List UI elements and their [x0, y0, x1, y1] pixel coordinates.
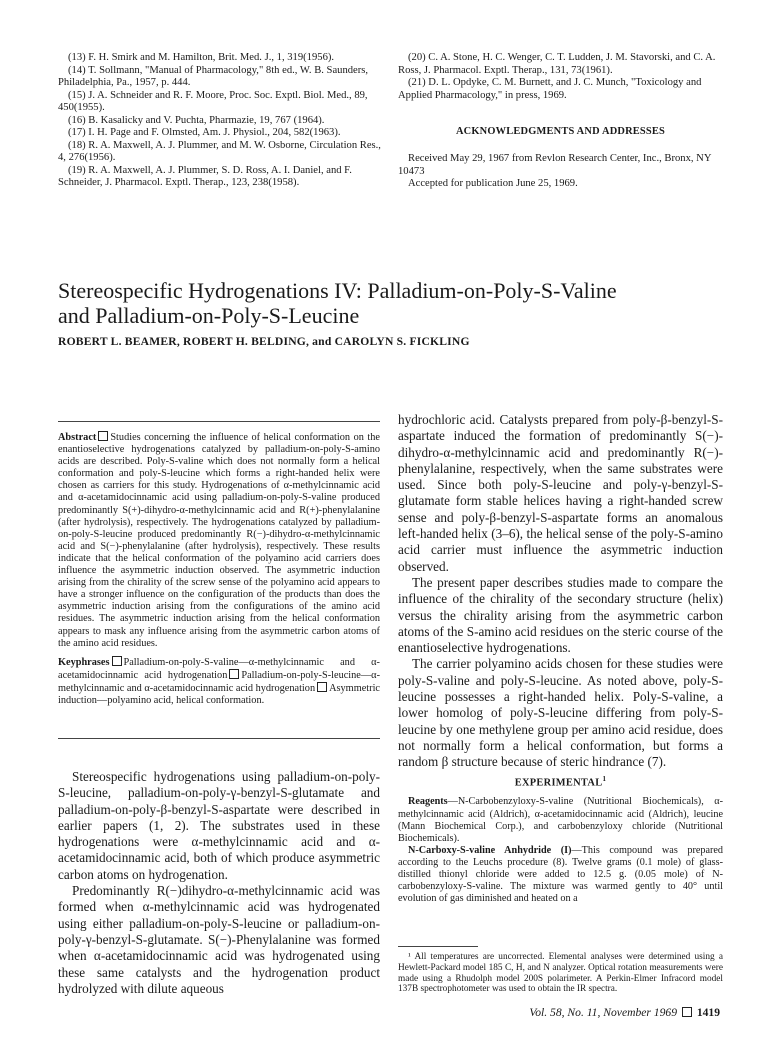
anhydride-paragraph: N-Carboxy-S-valine Anhydride (I)—This compound was prepared according to the Leuchs procedure (8). Twelve grams (0.1 mole) of glass-distilled thionyl chloride were added to 12.5 g. (0.05 mole) of N-carbobenzyloxy-S-valine. The mixture was warmed gently to 40° until evolution of gas diminished and heated on a	[398, 844, 723, 905]
acknowledgments-heading: ACKNOWLEDGMENTS AND ADDRESSES	[455, 126, 666, 137]
acknowledgments-section	[398, 126, 723, 191]
anhydride-label: N-Carboxy-S-valine Anhydride (I)	[408, 844, 572, 856]
accepted-line: Accepted for publication June 25, 1969.	[408, 178, 578, 189]
reference-item: (14) T. Sollmann, "Manual of Pharmacology," 8th ed., W. B. Saunders, Philadelphia, Pa., 1957, p. 444.	[58, 64, 369, 88]
box-icon	[229, 669, 239, 679]
article-title	[58, 278, 738, 328]
right-body	[398, 412, 723, 771]
experimental-section	[398, 775, 723, 905]
journal-info: Vol. 58, No. 11, November 1969	[529, 1006, 677, 1019]
reagents-paragraph: Reagents—N-Carbobenzyloxy-S-valine (Nutritional Biochemicals), α-methylcinnamic acid (Aldrich), α-acetamidocinnamic acid (Aldrich), leucine (Mann Biochemical Corp.), and carbobenzyloxy chloride (Nutritional Biochemicals).	[398, 796, 723, 844]
keyphrases-label: Keyphrases	[58, 656, 110, 668]
abstract-label: Abstract	[58, 432, 97, 443]
reference-item: (20) C. A. Stone, H. C. Wenger, C. T. Ludden, J. M. Stavorski, and C. A. Ross, J. Pharmacol. Exptl. Therap., 131, 73(1961).	[398, 52, 716, 76]
reference-item: (17) I. H. Page and F. Olmsted, Am. J. Physiol., 204, 582(1963).	[68, 127, 341, 138]
box-icon	[317, 682, 327, 692]
page-number: 1419	[696, 1006, 720, 1019]
keyphrase-item: Palladium-on-poly-S-leucine—α-methylcinnamic and α-acetamidocinnamic acid hydrogenation	[58, 669, 380, 694]
title-line-1: Stereospecific Hydrogenations IV: Palladium-on-Poly-S-Valine	[58, 278, 617, 303]
abstract-text: Studies concerning the influence of helical conformation on the enantioselective hydrogenations catalyzed by palladium-on-poly-S-amino acids are described. Poly-S-valine which does not normally form a helical conformation and poly-S-leucine which forms a right-handed helix were chosen as carriers for this study. Hydrogenations of α-methylcinnamic acid and α-acetamidocinnamic acid using palladium-on-poly-S-valine produced predominantly S(+)-dihydro-α-methylcinnamic acid and R(+)-phenylalanine (after hydrolysis), respectively. The hydrogenations catalyzed by palladium-on-poly-S-leucine produced predominantly R(−)-dihydro-α-methylcinnamic acid and S(−)-phenylalanine (after hydrolysis), respectively. These results indicate that the helical conformation of the polyamino acid carriers does influence the asymmetric induction observed. The asymmetric induction arising from the chirality of the screw sense of the polyamino acid appears to have a stronger influence on the configuration of the products than does the asymmetric induction arising from the configurations of the amino acid residues. The asymmetric induction arising from the helical conformation appears to mask any influence arising from the asymmetric carbon atoms of the amino acid residues.	[58, 432, 380, 649]
title-line-2: and Palladium-on-Poly-S-Leucine	[58, 303, 360, 328]
reference-item: (13) F. H. Smirk and M. Hamilton, Brit. Med. J., 1, 319(1956).	[68, 52, 335, 63]
box-icon	[112, 656, 122, 666]
article-authors: ROBERT L. BEAMER, ROBERT H. BELDING, and CAROLYN S. FICKLING	[58, 335, 470, 348]
box-icon	[682, 1007, 692, 1017]
reference-item: (19) R. A. Maxwell, A. J. Plummer, S. D. Ross, A. I. Daniel, and F. Schneider, J. Pharmacol. Exptl. Therap., 123, 238(1958).	[58, 164, 352, 188]
footnote: ¹ All temperatures are uncorrected. Elemental analyses were determined using a Hewlett-Packard model 185 C, H, and N analyzer. Optical rotation measurements were made using a Rhudolph model 200S polarimeter. A Perkin-Elmer Infracord model 137B spectrophotometer was used to obtain the IR spectra.	[398, 952, 723, 995]
abstract-block	[58, 431, 380, 707]
experimental-heading: EXPERIMENTAL$^1$	[514, 775, 607, 789]
abstract-bottom-rule	[58, 738, 380, 739]
footnote-rule	[398, 946, 478, 947]
page-footer	[529, 1006, 720, 1019]
abstract-top-rule	[58, 421, 380, 422]
left-body	[58, 769, 380, 997]
keyphrase-item: Asymmetric induction—polyamino acid, helical conformation.	[58, 682, 380, 706]
body-paragraph: The carrier polyamino acids chosen for these studies were poly-S-valine and poly-S-leucine. As noted above, poly-S-leucine possesses a right-handed helix. Poly-S-valine, a lower homolog of poly-S-leucine differing from poly-S-leucine by one methylene group per amino acid residue, does not normally form a helical conformation, but forms a random β structure because of steric hindrance (7).	[398, 656, 723, 770]
references-right	[398, 52, 723, 102]
reagents-label: Reagents	[408, 796, 448, 808]
body-paragraph: hydrochloric acid. Catalysts prepared from poly-β-benzyl-S-aspartate induced the formation of predominantly S(−)-dihydro-α-methylcinnamic acid and predominantly R(−)-phenylalanine, respectively, when the same substrates were used. Since both poly-S-leucine and poly-γ-benzyl-S-glutamate form stable helices having a right-handed screw sense and poly-β-benzyl-S-aspartate forms an anomalous left-handed helix (3–6), the helical sense of the poly-S-amino acid carrier must influence the asymmetric induction observed.	[398, 412, 723, 574]
reference-item: (18) R. A. Maxwell, A. J. Plummer, and M. W. Osborne, Circulation Res., 4, 276(1956).	[58, 139, 381, 163]
box-icon	[98, 431, 108, 441]
reference-item: (15) J. A. Schneider and R. F. Moore, Proc. Soc. Exptl. Biol. Med., 89, 450(1955).	[58, 89, 368, 113]
keyphrase-item: Palladium-on-poly-S-valine—α-methylcinnamic and α-acetamidocinnamic acid hydrogenation	[58, 656, 380, 681]
body-paragraph: Stereospecific hydrogenations using palladium-on-poly-S-leucine, palladium-on-poly-γ-benzyl-S-glutamate and palladium-on-poly-β-benzyl-S-aspartate were described in earlier papers (1, 2). The substrates used in these hydrogenations were α-methylcinnamic acid and α-acetamidocinnamic acid, both of which produce asymmetric carbon atoms on hydrogenation.	[58, 769, 380, 882]
received-line: Received May 29, 1967 from Revlon Research Center, Inc., Bronx, NY 10473	[398, 153, 712, 177]
reference-item: (16) B. Kasalicky and V. Puchta, Pharmazie, 19, 767 (1964).	[68, 114, 325, 126]
reference-item: (21) D. L. Opdyke, C. M. Burnett, and J. C. Munch, "Toxicology and Applied Pharmacology," in press, 1969.	[398, 77, 702, 101]
references-left	[58, 52, 388, 190]
body-paragraph: Predominantly R(−)dihydro-α-methylcinnamic acid was formed when α-methylcinnamic acid was hydrogenated using either palladium-on-poly-S-leucine or palladium-on-poly-γ-benzyl-S-glutamate. S(−)-Phenylalanine was formed when α-acetamidocinnamic acid was hydrogenated using these same catalysts and the hydrogenation product hydrolyzed with dilute aqueous	[58, 883, 380, 996]
body-paragraph: The present paper describes studies made to compare the influence of the chirality of the secondary structure (helix) versus the chirality arising from the asymmetric carbon atoms of the S-amino acid residues on the steric course of the enantioselective hydrogenations.	[398, 574, 723, 656]
